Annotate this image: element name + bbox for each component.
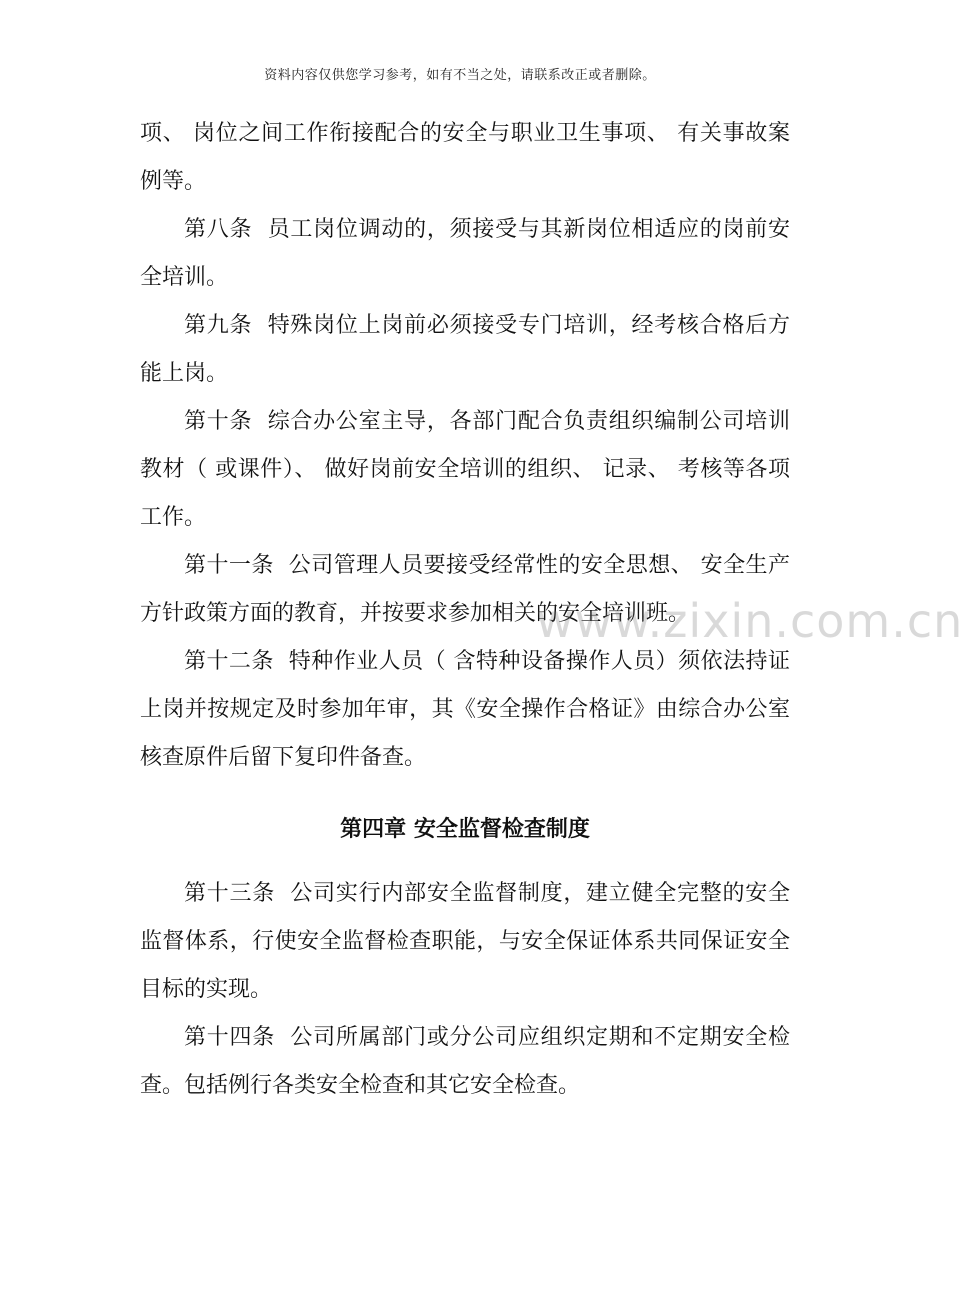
chapter-title: 第四章 安全监督检查制度 [340,817,590,842]
watermark-text: www.zixin.com.cn [536,594,963,648]
paragraph-article-8: 第八条 员工岗位调动的，须接受与其新岗位相适应的岗前安全培训。 [140,217,790,290]
paragraph-article-10: 第十条 综合办公室主导，各部门配合负责组织编制公司培训教材（ 或课件）、 做好岗前安全培训的组织、 记录、 考核等各项工作。 [140,409,790,530]
header-disclaimer: 资料内容仅供您学习参考，如有不当之处，请联系改正或者删除。 [264,68,656,83]
paragraph-article-13: 第十三条 公司实行内部安全监督制度，建立健全完整的安全监督体系，行使安全监督检查职能，与安全保证体系共同保证安全目标的实现。 [140,881,790,1002]
paragraph-article-14: 第十四条 公司所属部门或分公司应组织定期和不定期安全检查。包括例行各类安全检查和其它安全检查。 [140,1025,790,1098]
paragraph-continuation: 项、 岗位之间工作衔接配合的安全与职业卫生事项、 有关事故案例等。 [140,121,790,194]
paragraph-article-12: 第十二条 特种作业人员（ 含特种设备操作人员）须依法持证上岗并按规定及时参加年审，其《安全操作合格证》由综合办公室核查原件后留下复印件备查。 [140,649,790,770]
paragraph-article-11: 第十一条 公司管理人员要接受经常性的安全思想、 安全生产方针政策方面的教育，并按要求参加相关的安全培训班。 [140,553,790,626]
paragraph-article-9: 第九条 特殊岗位上岗前必须接受专门培训，经考核合格后方能上岗。 [140,313,790,386]
